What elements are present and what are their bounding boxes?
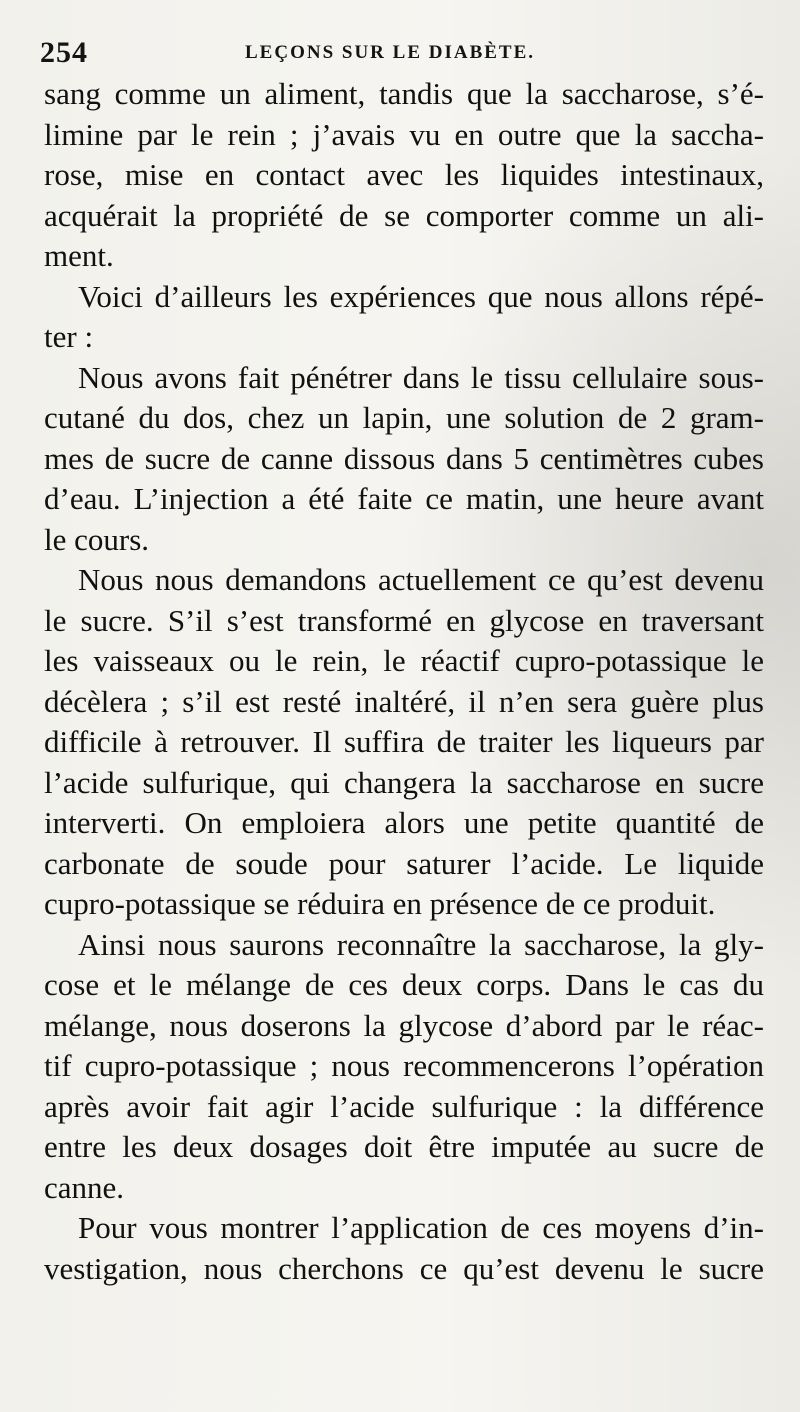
text-line: cupro-potassique se réduira en présence de ce produit. bbox=[44, 886, 716, 921]
body-text bbox=[44, 74, 764, 1289]
text-line: acquérait la propriété de se comporter comme un ali- bbox=[44, 197, 764, 233]
text-line: rose, mise en contact avec les liquides intestinaux, bbox=[44, 157, 764, 192]
text-line: l’acide sulfurique, qui changera la saccharose en sucre bbox=[44, 764, 764, 800]
text-line: Ainsi nous saurons reconnaître la saccharose, la gly- bbox=[78, 926, 764, 962]
page-header bbox=[40, 36, 760, 69]
text-line: difficile à retrouver. Il suffira de traiter les liqueurs par bbox=[44, 724, 764, 759]
text-line: le sucre. S’il s’est transformé en glycose en traversant bbox=[44, 602, 764, 638]
running-head: LEÇONS SUR LE DIABÈTE. bbox=[245, 42, 536, 63]
text-line: vestigation, nous cherchons ce qu’est devenu le sucre bbox=[44, 1250, 764, 1286]
text-line: ter : bbox=[44, 319, 94, 354]
text-line: d’eau. L’injection a été faite ce matin, une heure avant bbox=[44, 481, 764, 516]
paragraph bbox=[44, 560, 764, 925]
paragraph bbox=[44, 358, 764, 561]
text-line: canne. bbox=[44, 1169, 125, 1205]
text-line: cutané du dos, chez un lapin, une solution de 2 gram- bbox=[44, 400, 764, 435]
text-line: mélange, nous doserons la glycose d’abord par le réac- bbox=[44, 1007, 764, 1043]
text-line: Voici d’ailleurs les expériences que nous allons répé- bbox=[78, 278, 764, 314]
paragraph bbox=[44, 277, 764, 358]
text-line: Nous nous demandons actuellement ce qu’est devenu bbox=[78, 562, 764, 597]
text-line: carbonate de soude pour saturer l’acide. Le liquide bbox=[44, 845, 764, 881]
text-line: sang comme un aliment, tandis que la saccharose, s’é- bbox=[44, 76, 764, 111]
paragraph bbox=[44, 1208, 764, 1289]
text-line: ment. bbox=[44, 238, 114, 273]
text-line: les vaisseaux ou le rein, le réactif cupro-potassique le bbox=[44, 643, 764, 678]
paragraph bbox=[44, 74, 764, 277]
text-line: décèlera ; s’il est resté inaltéré, il n’en sera guère plus bbox=[44, 683, 764, 719]
text-line: interverti. On emploiera alors une petite quantité de bbox=[44, 805, 764, 840]
text-line: après avoir fait agir l’acide sulfurique : la différence bbox=[44, 1088, 764, 1124]
page-number: 254 bbox=[40, 36, 88, 69]
text-line: le cours. bbox=[44, 521, 150, 557]
text-line: cose et le mélange de ces deux corps. Dans le cas du bbox=[44, 967, 764, 1002]
paragraph bbox=[44, 925, 764, 1209]
text-line: limine par le rein ; j’avais vu en outre que la saccha- bbox=[44, 116, 764, 152]
text-line: mes de sucre de canne dissous dans 5 centimètres cubes bbox=[44, 440, 764, 476]
text-line: entre les deux dosages doit être imputée au sucre de bbox=[44, 1129, 764, 1164]
text-line: Pour vous montrer l’application de ces moyens d’in- bbox=[78, 1210, 764, 1245]
text-line: tif cupro-potassique ; nous recommencerons l’opération bbox=[44, 1048, 764, 1083]
text-line: Nous avons fait pénétrer dans le tissu cellulaire sous- bbox=[78, 359, 764, 395]
